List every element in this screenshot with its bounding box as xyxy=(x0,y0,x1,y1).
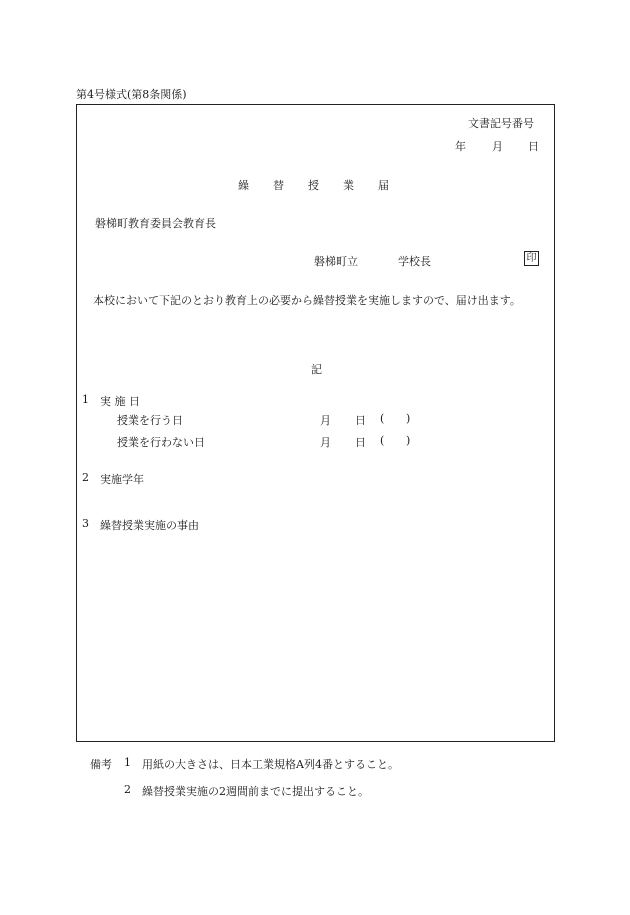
body-paragraph: 本校において下記のとおり教育上の必要から繰替授業を実施しますので、届け出ます。 xyxy=(82,294,521,307)
class-day-label: 授業を行う日 xyxy=(117,414,183,427)
title-char: 授 xyxy=(308,179,319,192)
item-label-implementation-date: 実 施 日 xyxy=(100,395,140,408)
note-number: 2 xyxy=(124,783,131,796)
ki-heading: 記 xyxy=(311,363,322,376)
date-day: 日 xyxy=(528,140,539,153)
note-number: 1 xyxy=(124,756,131,769)
date-month: 月 xyxy=(492,140,503,153)
document-number-label: 文書記号番号 xyxy=(468,117,534,130)
seal-box: 印 xyxy=(524,251,539,266)
no-class-day-day: 日 xyxy=(355,436,366,449)
title-char: 繰 xyxy=(238,179,249,192)
seal-mark xyxy=(524,251,539,266)
form-label: 第4号様式(第8条関係) xyxy=(76,88,187,101)
school-prefix: 磐梯町立 xyxy=(314,255,358,268)
class-day-paren-close: ) xyxy=(406,412,411,425)
item-number: 1 xyxy=(82,393,89,406)
no-class-day-month: 月 xyxy=(320,436,331,449)
principal-label: 学校長 xyxy=(398,255,431,268)
notes-heading: 備考 xyxy=(90,758,112,771)
note-text: 繰替授業実施の2週間前までに提出すること。 xyxy=(142,785,369,798)
note-text: 用紙の大きさは、日本工業規格A列4番とすること。 xyxy=(142,758,399,771)
item-label-grade: 実施学年 xyxy=(100,473,144,486)
title-char: 届 xyxy=(378,179,389,192)
date-year: 年 xyxy=(455,140,466,153)
no-class-day-label: 授業を行わない日 xyxy=(117,436,205,449)
item-label-reason: 繰替授業実施の事由 xyxy=(100,519,199,532)
form-title xyxy=(226,177,401,193)
class-day-paren-open: ( xyxy=(380,412,385,425)
addressee: 磐梯町教育委員会教育長 xyxy=(95,217,216,230)
title-char: 替 xyxy=(273,179,284,192)
item-number: 3 xyxy=(82,517,89,530)
class-day-day: 日 xyxy=(355,414,366,427)
item-number: 2 xyxy=(82,471,89,484)
class-day-month: 月 xyxy=(320,414,331,427)
no-class-day-paren-open: ( xyxy=(380,434,385,447)
no-class-day-paren-close: ) xyxy=(406,434,411,447)
title-char: 業 xyxy=(343,179,354,192)
